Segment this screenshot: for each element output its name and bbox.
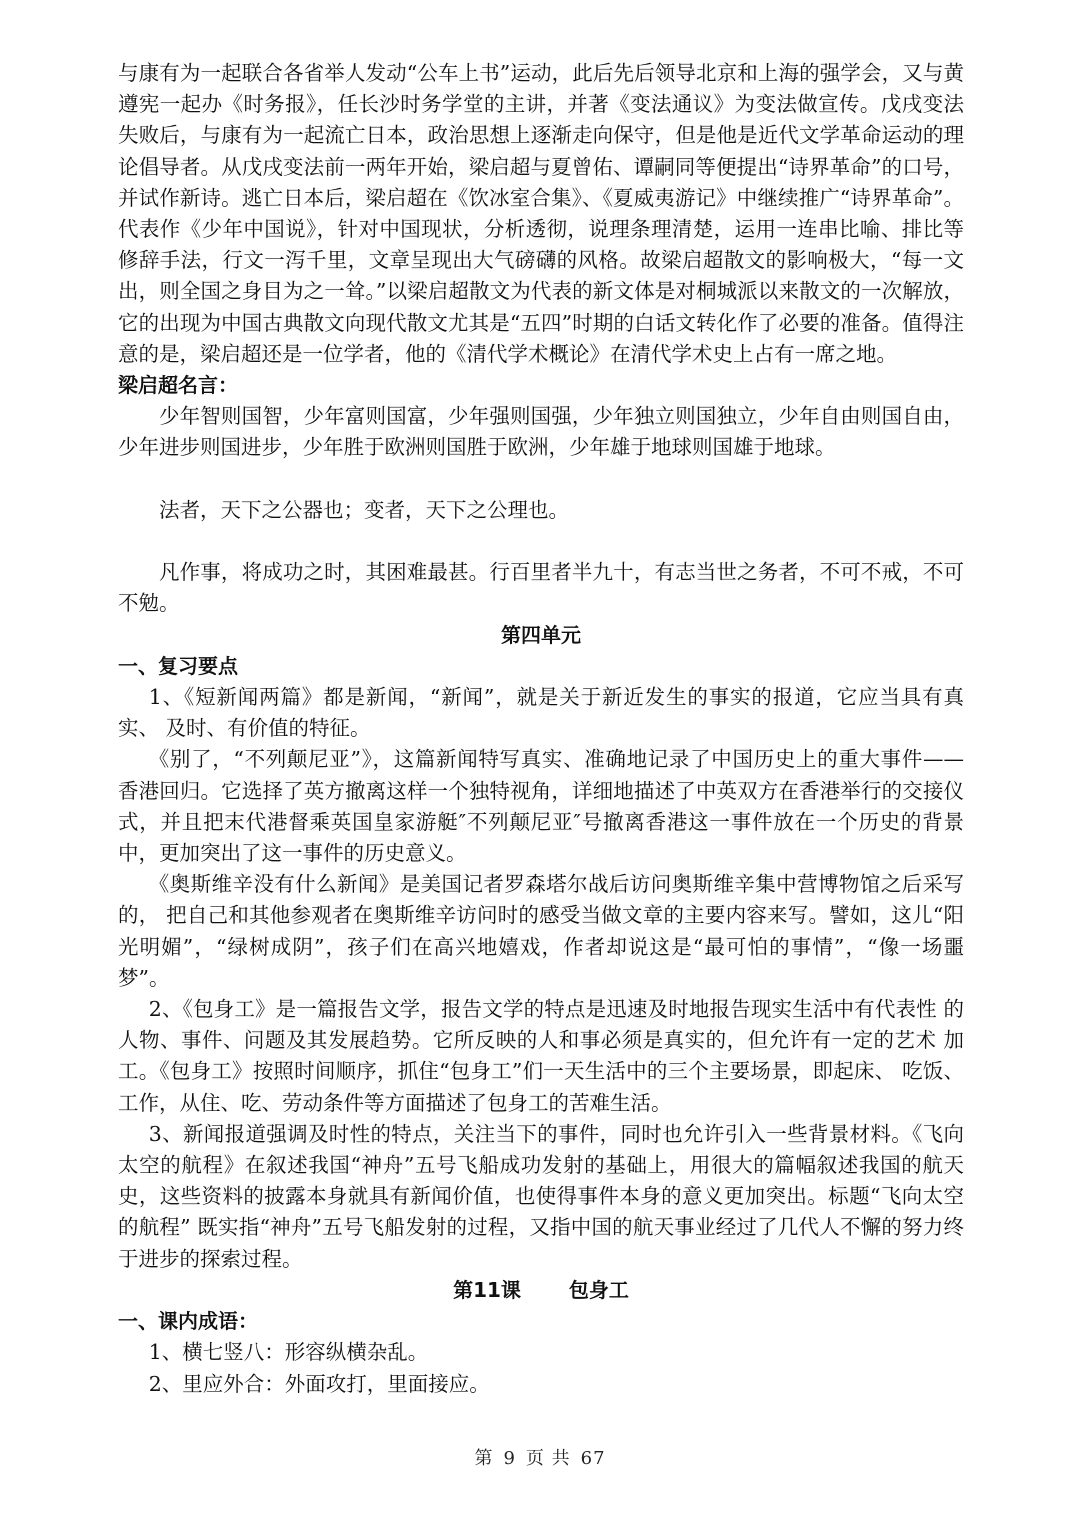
review-point-auschwitz: 《奥斯维辛没有什么新闻》是美国记者罗森塔尔战后访问奥斯维辛集中营博物馆之后采写的， 把自己和其他参观者在奥斯维辛访问时的感受当做文章的主要内容来写。譬如，这儿“阳光明媚”，“绿树成阴”，孩子们在高兴地嬉戏，作者却说这是“最可怕的事情”，“像一场噩梦”。 bbox=[118, 872, 964, 990]
quotes-heading: 梁启超名言： bbox=[118, 373, 238, 398]
unit-title: 第四单元 bbox=[501, 622, 581, 647]
lesson-name: 包身工 bbox=[568, 1277, 629, 1302]
page-total: 67 bbox=[580, 1448, 606, 1469]
review-point-3: 3、新闻报道强调及时性的特点，关注当下的事件，同时也允许引入一些背景材料。《飞向太空的航程》在叙述我国“神舟”五号飞船成功发射的基础上，用很大的篇幅叙述我国的航天史，这些资料的披露本身就具有新闻价值，也使得事件本身的意义更加突出。标题“飞向太空的航程” 既实指“神舟”五号飞船发射的过程，又指中国的航天事业经过了几代人不懈的努力终于进步的探索过程。 bbox=[118, 1121, 964, 1271]
idioms-heading: 一、课内成语： bbox=[118, 1309, 258, 1334]
review-point-britannia: 《别了，“不列颠尼亚”》，这篇新闻特写真实、准确地记录了中国历史上的重大事件—— 香港回归。它选择了英方撤离这样一个独特视角，详细地描述了中英双方在香港举行的交接仪式，并且把末代港督乘英国皇家游艇″不列颠尼亚″号撤离香港这一事件放在一个历史的背景中，更加突出了这一事件的历史意义。 bbox=[118, 747, 964, 866]
idiom-item: 2、里应外合：外面攻打，里面接应。 bbox=[148, 1371, 490, 1396]
intro-paragraph: 与康有为一起联合各省举人发动“公车上书”运动，此后先后领导北京和上海的强学会，又与黄遵宪一起办《时务报》，任长沙时务学堂的主讲，并著《变法通议》为变法做宣传。戊戌变法失败后，与康有为一起流亡日本，政治思想上逐渐走向保守，但是他是近代文学革命运动的理论倡导者。从戊戌变法前一两年开始，梁启超与夏曾佑、谭嗣同等便提出“诗界革命”的口号，并试作新诗。逃亡日本后，梁启超在《饮冰室合集》、《夏威夷游记》中继续推广“诗界革命”。代表作《少年中国说》，针对中国现状，分析透彻，说理条理清楚，运用一连串比喻、排比等修辞手法，行文一泻千里，文章呈现出大气磅礴的风格。故梁启超散文的影响极大，“每一文出，则全国之身目为之一耸。”以梁启超散文为代表的新文体是对桐城派以来散文的一次解放，它的出现为中国古典散文向现代散文尤其是“五四”时期的白话文转化作了必要的准备。值得注意的是，梁启超还是一位学者，他的《清代学术概论》在清代学术史上占有一席之地。 bbox=[118, 61, 964, 366]
review-point-2: 2、《包身工》是一篇报告文学，报告文学的特点是迅速及时地报告现实生活中有代表性 的人物、事件、问题及其发展趋势。它所反映的人和事必须是真实的，但允许有一定的艺术 加工。《包身工》按照时间顺序，抓住“包身工”们一天生活中的三个主要场景，即起床、 吃饭、工作，从住、吃、劳动条件等方面描述了包身工的苦难生活。 bbox=[118, 997, 964, 1115]
review-heading: 一、复习要点 bbox=[118, 653, 238, 678]
quote-2: 法者，天下之公器也；变者，天下之公理也。 bbox=[159, 497, 569, 522]
spacer bbox=[118, 526, 964, 557]
lesson-title bbox=[118, 1275, 964, 1306]
idiom-item: 1、横七竖八：形容纵横杂乱。 bbox=[148, 1340, 429, 1365]
document-page bbox=[118, 58, 964, 1400]
footer-prefix: 第 bbox=[474, 1448, 494, 1469]
quote-1: 少年智则国智，少年富则国富，少年强则国强，少年独立则国独立，少年自由则国自由，少年进步则国进步，少年胜于欧洲则国胜于欧洲，少年雄于地球则国雄于地球。 bbox=[118, 404, 964, 460]
page-footer bbox=[0, 1444, 1080, 1470]
lesson-number: 第11课 bbox=[453, 1277, 521, 1302]
quote-3: 凡作事，将成功之时，其困难最甚。行百里者半九十，有志当世之务者，不可不戒，不可不勉。 bbox=[118, 560, 964, 616]
spacer bbox=[118, 464, 964, 495]
review-point-1: 1、《短新闻两篇》都是新闻，“新闻”，就是关于新近发生的事实的报道，它应当具有真实、 及时、有价值的特征。 bbox=[118, 685, 964, 741]
footer-middle: 页 共 bbox=[525, 1448, 571, 1469]
page-number: 9 bbox=[503, 1448, 516, 1469]
